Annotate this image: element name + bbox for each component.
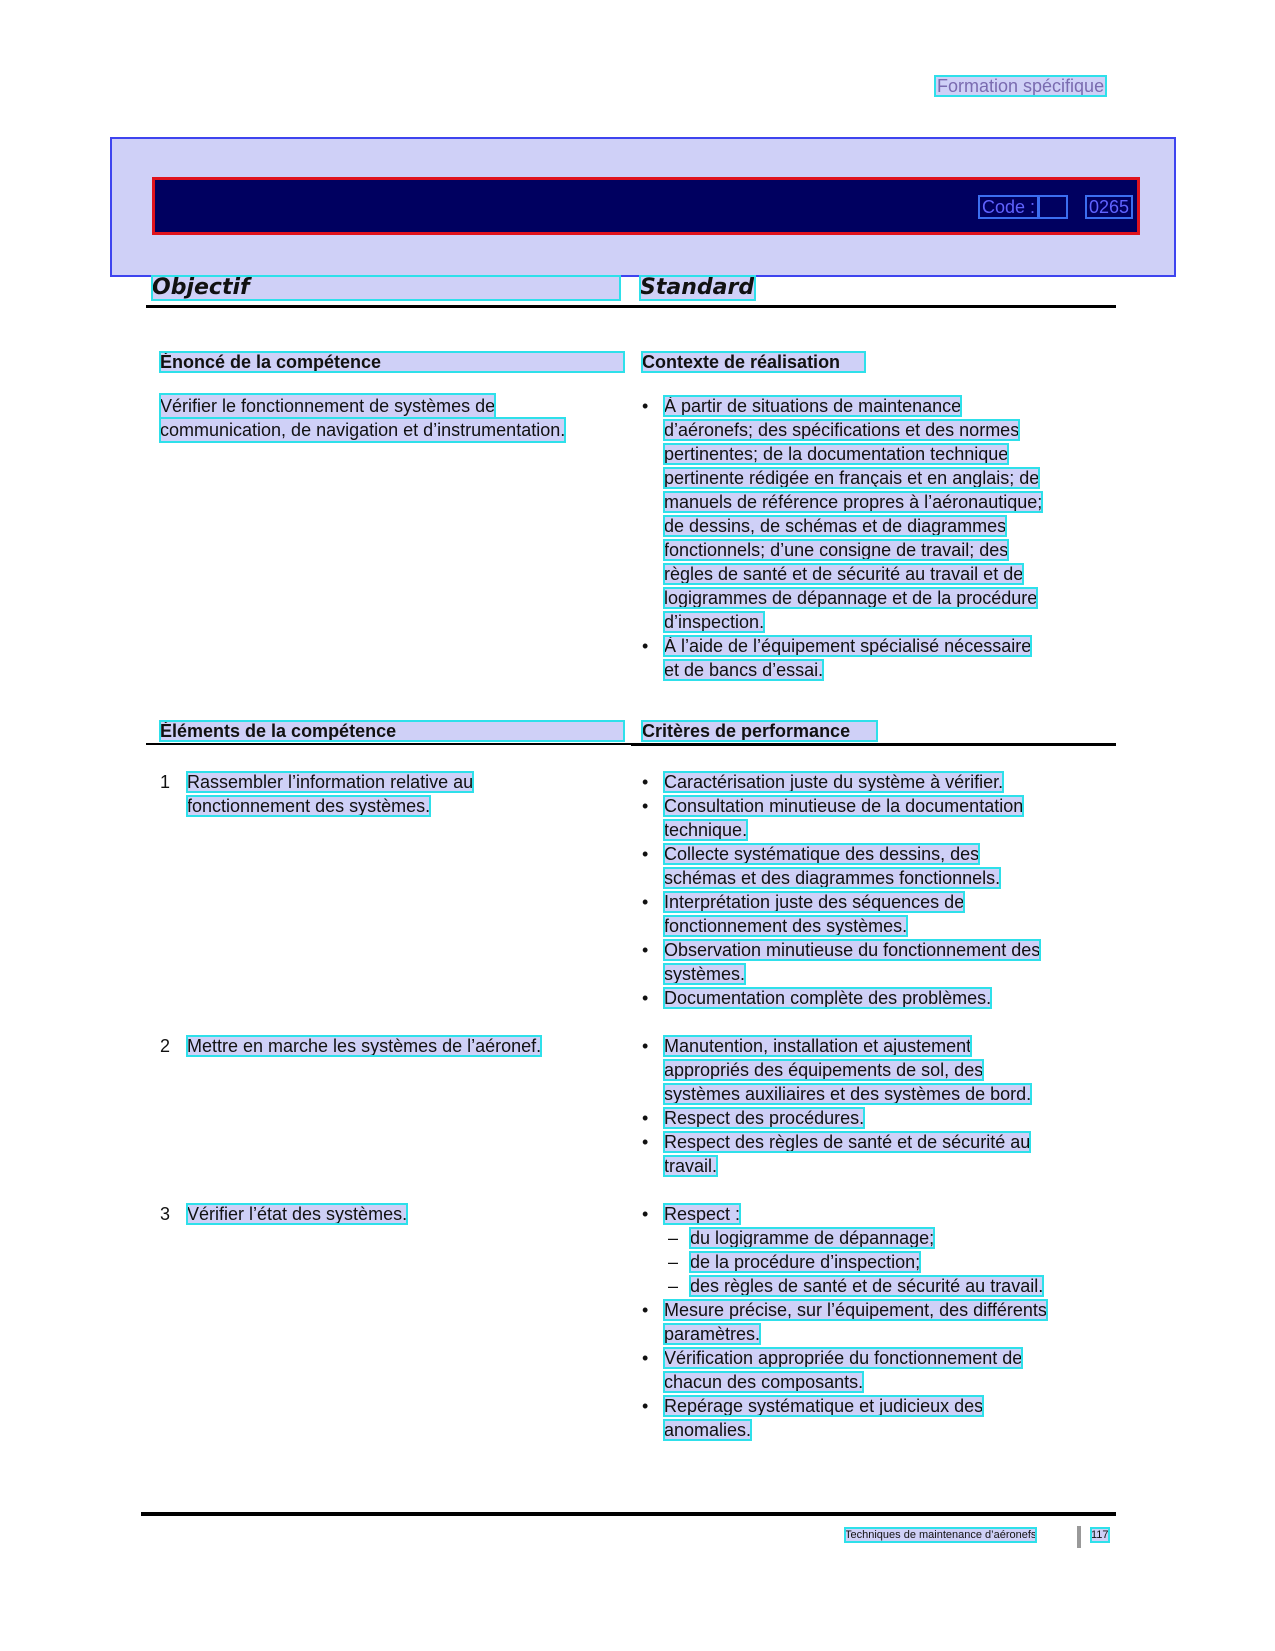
criterion-line: schémas et des diagrammes fonctionnels.: [664, 868, 1001, 888]
bullet-icon: •: [642, 844, 649, 864]
element-text: [187, 1202, 630, 1226]
page-number: 117: [1091, 1529, 1109, 1541]
competence-element: [160, 770, 630, 818]
criterion-item: [642, 634, 1102, 682]
context-list: [642, 394, 1102, 682]
bullet-icon: •: [642, 796, 649, 816]
criterion-line: travail.: [664, 1156, 718, 1176]
bullet-icon: •: [642, 1348, 649, 1368]
criterion-line: technique.: [664, 820, 748, 840]
criterion-item: [642, 1130, 1102, 1178]
competence-statement: [160, 394, 630, 442]
footer-program-title: Techniques de maintenance d’aéronefs: [845, 1529, 1037, 1541]
criterion-line: Manutention, installation et ajustement: [664, 1036, 972, 1056]
footer-separator: [1077, 1526, 1081, 1548]
element-line: fonctionnement des systèmes.: [187, 796, 431, 816]
criterion-line: systèmes.: [664, 964, 746, 984]
code-label: Code :: [982, 197, 1036, 217]
competence-statement-heading: Énoncé de la compétence: [160, 352, 624, 372]
criterion-item: [642, 986, 1102, 1010]
context-heading: Contexte de réalisation: [642, 352, 865, 372]
criterion-item: [642, 890, 1102, 938]
element-number: 1: [160, 772, 171, 792]
criterion-line: de dessins, de schémas et de diagrammes: [664, 516, 1007, 536]
criteria-rule: [631, 743, 1116, 746]
criterion-item: [642, 1298, 1102, 1346]
criterion-line: Mesure précise, sur l’équipement, des différents: [664, 1300, 1047, 1320]
sub-criterion-text: des règles de santé et de sécurité au travail.: [690, 1276, 1044, 1296]
criterion-item: [642, 1034, 1102, 1106]
criterion-line: et de bancs d’essai.: [664, 660, 824, 680]
criterion-line: À l’aide de l’équipement spécialisé nécessaire: [664, 636, 1032, 656]
criterion-line: Interprétation juste des séquences de: [664, 892, 965, 912]
criterion-item: [642, 1394, 1102, 1442]
bullet-icon: •: [642, 1204, 649, 1224]
competence-element: [160, 1202, 630, 1226]
bullet-icon: •: [642, 892, 649, 912]
element-number: 3: [160, 1204, 171, 1224]
sub-criterion: [664, 1250, 1102, 1274]
criterion-line: Vérification appropriée du fonctionnement de: [664, 1348, 1023, 1368]
criterion-line: Repérage systématique et judicieux des: [664, 1396, 984, 1416]
criterion-item: [642, 394, 1102, 634]
bullet-icon: •: [642, 1300, 649, 1320]
standard-column-heading: Standard: [640, 275, 755, 300]
sub-criterion: [664, 1226, 1102, 1250]
criterion-line: Documentation complète des problèmes.: [664, 988, 992, 1008]
criterion-line: appropriés des équipements de sol, des: [664, 1060, 984, 1080]
criterion-item: [642, 1202, 1102, 1298]
criterion-line: fonctionnels; d’une consigne de travail; des: [664, 540, 1009, 560]
bullet-icon: •: [642, 396, 649, 416]
sub-criterion-text: du logigramme de dépannage;: [690, 1228, 935, 1248]
element-line: Rassembler l’information relative au: [187, 772, 474, 792]
element-line: Mettre en marche les systèmes de l’aéronef.: [187, 1036, 542, 1056]
criterion-line: Respect :: [664, 1204, 741, 1224]
criterion-line: pertinente rédigée en français et en anglais; de: [664, 468, 1040, 488]
sub-criterion: [664, 1274, 1102, 1298]
criterion-line: fonctionnement des systèmes.: [664, 916, 908, 936]
criterion-line: Observation minutieuse du fonctionnement des: [664, 940, 1041, 960]
criterion-line: systèmes auxiliaires et des systèmes de bord.: [664, 1084, 1032, 1104]
criterion-line: Collecte systématique des dessins, des: [664, 844, 980, 864]
criterion-item: [642, 1106, 1102, 1130]
statement-line: Vérifier le fonctionnement de systèmes de: [160, 396, 496, 416]
document-section-title: Formation spécifique: [937, 76, 1105, 96]
bullet-icon: •: [642, 1036, 649, 1056]
sub-criterion-text: de la procédure d’inspection;: [690, 1252, 921, 1272]
bullet-icon: •: [642, 636, 649, 656]
heading-rule: [146, 305, 1116, 308]
element-text: [187, 1034, 630, 1058]
criterion-line: d’aéronefs; des spécifications et des normes: [664, 420, 1020, 440]
criterion-item: [642, 794, 1102, 842]
bullet-icon: •: [642, 1396, 649, 1416]
bullet-icon: •: [642, 1132, 649, 1152]
criteria-list: [642, 770, 1102, 1010]
dash-icon: –: [668, 1228, 679, 1248]
criterion-line: Respect des procédures.: [664, 1108, 865, 1128]
element-number: 2: [160, 1036, 171, 1056]
criterion-item: [642, 1346, 1102, 1394]
criterion-line: logigrammes de dépannage et de la procédure: [664, 588, 1038, 608]
criterion-line: d’inspection.: [664, 612, 765, 632]
competency-banner: [110, 137, 1176, 277]
elements-heading: Éléments de la compétence: [160, 721, 624, 741]
criteria-heading: Critères de performance: [642, 721, 877, 741]
criterion-line: anomalies.: [664, 1420, 752, 1440]
criterion-item: [642, 770, 1102, 794]
dash-icon: –: [668, 1252, 679, 1272]
bullet-icon: •: [642, 772, 649, 792]
code-value: 0265: [1089, 197, 1130, 217]
competence-element: [160, 1034, 630, 1058]
criterion-line: manuels de référence propres à l’aéronautique;: [664, 492, 1043, 512]
footer-rule: [141, 1512, 1116, 1516]
criterion-line: paramètres.: [664, 1324, 761, 1344]
criterion-line: chacun des composants.: [664, 1372, 864, 1392]
criteria-list: [642, 1034, 1102, 1178]
criterion-item: [642, 938, 1102, 986]
objective-column-heading: Objectif: [152, 276, 620, 300]
code-separator: [1040, 197, 1066, 217]
dash-icon: –: [668, 1276, 679, 1296]
bullet-icon: •: [642, 1108, 649, 1128]
element-line: Vérifier l’état des systèmes.: [187, 1204, 408, 1224]
criterion-line: Consultation minutieuse de la documentation: [664, 796, 1024, 816]
competency-title-bar: [152, 177, 1140, 235]
criterion-line: À partir de situations de maintenance: [664, 396, 962, 416]
criterion-line: règles de santé et de sécurité au travail et de: [664, 564, 1024, 584]
bullet-icon: •: [642, 988, 649, 1008]
criterion-line: Respect des règles de santé et de sécurité au: [664, 1132, 1031, 1152]
criterion-item: [642, 842, 1102, 890]
element-text: [187, 770, 630, 818]
criterion-line: pertinentes; de la documentation technique: [664, 444, 1009, 464]
elements-rule: [146, 743, 631, 745]
bullet-icon: •: [642, 940, 649, 960]
statement-line: communication, de navigation et d’instrumentation.: [160, 420, 566, 440]
criteria-list: [642, 1202, 1102, 1442]
criterion-line: Caractérisation juste du système à vérifier.: [664, 772, 1004, 792]
